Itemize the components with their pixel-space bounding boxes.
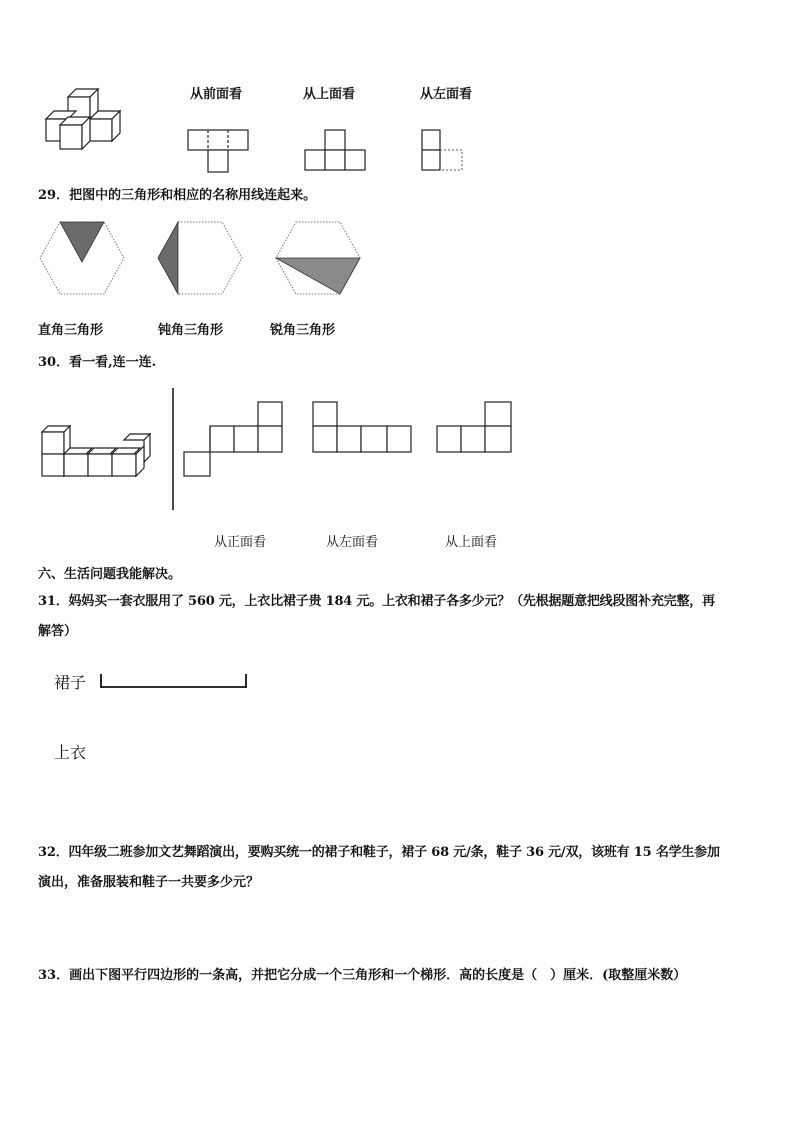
q28-view-left-label: 从左面看 [420,87,473,102]
q30-prompt: 30．看一看,连一连. [38,355,157,370]
q29-triangle-obtuse [158,222,178,294]
q31-line2: 解答） [38,624,78,639]
q29-name-obtuse: 钝角三角形 [158,323,224,338]
q29-hexagon-2 [156,220,246,300]
q31-label-top: 上衣 [54,743,87,762]
q29-hexagon-3 [274,220,364,300]
q30-view-option-2 [311,400,421,460]
q28-left-view-shape [420,128,480,178]
q30-view-left: 从左面看 [326,535,379,550]
section6-title: 六、生活问题我能解决。 [38,567,182,582]
q30-view-front: 从正面看 [214,535,267,550]
q31-skirt-segment [98,672,258,692]
q28-cube-figure [40,85,140,155]
q30-view-option-3 [435,400,525,460]
q32-line2: 演出，准备服装和鞋子一共要多少元？ [38,875,260,890]
q29-prompt: 29．把图中的三角形和相应的名称用线连起来。 [38,188,317,203]
q29-name-right: 直角三角形 [38,323,104,338]
q31-label-skirt: 裙子 [54,673,87,692]
q31-line1: 31．妈妈买一套衣服用了 560 元，上衣比裙子贵 184 元。上衣和裙子各多少元？（先根据题意把线段图补充完整，再 [38,594,715,609]
q28-front-view-shape [186,128,256,178]
q29-hexagon-1 [38,220,128,300]
q32-line1: 32．四年级二班参加文艺舞蹈演出，要购买统一的裙子和鞋子，裙子 68 元/条，鞋子 36 元/双，该班有 15 名学生参加 [38,845,720,860]
q30-divider-line [172,388,176,513]
q30-view-top: 从上面看 [445,535,498,550]
q30-cube-figure [40,424,160,484]
q28-view-front-label: 从前面看 [190,87,243,102]
q28-top-view-shape [303,128,373,178]
q33-line1: 33．画出下图平行四边形的一条高，并把它分成一个三角形和一个梯形．高的长度是（ ）厘米．(取整厘米数） [38,968,687,983]
q30-view-option-1 [182,400,292,480]
q28-view-top-label: 从上面看 [303,87,356,102]
q29-name-acute: 锐角三角形 [270,323,336,338]
